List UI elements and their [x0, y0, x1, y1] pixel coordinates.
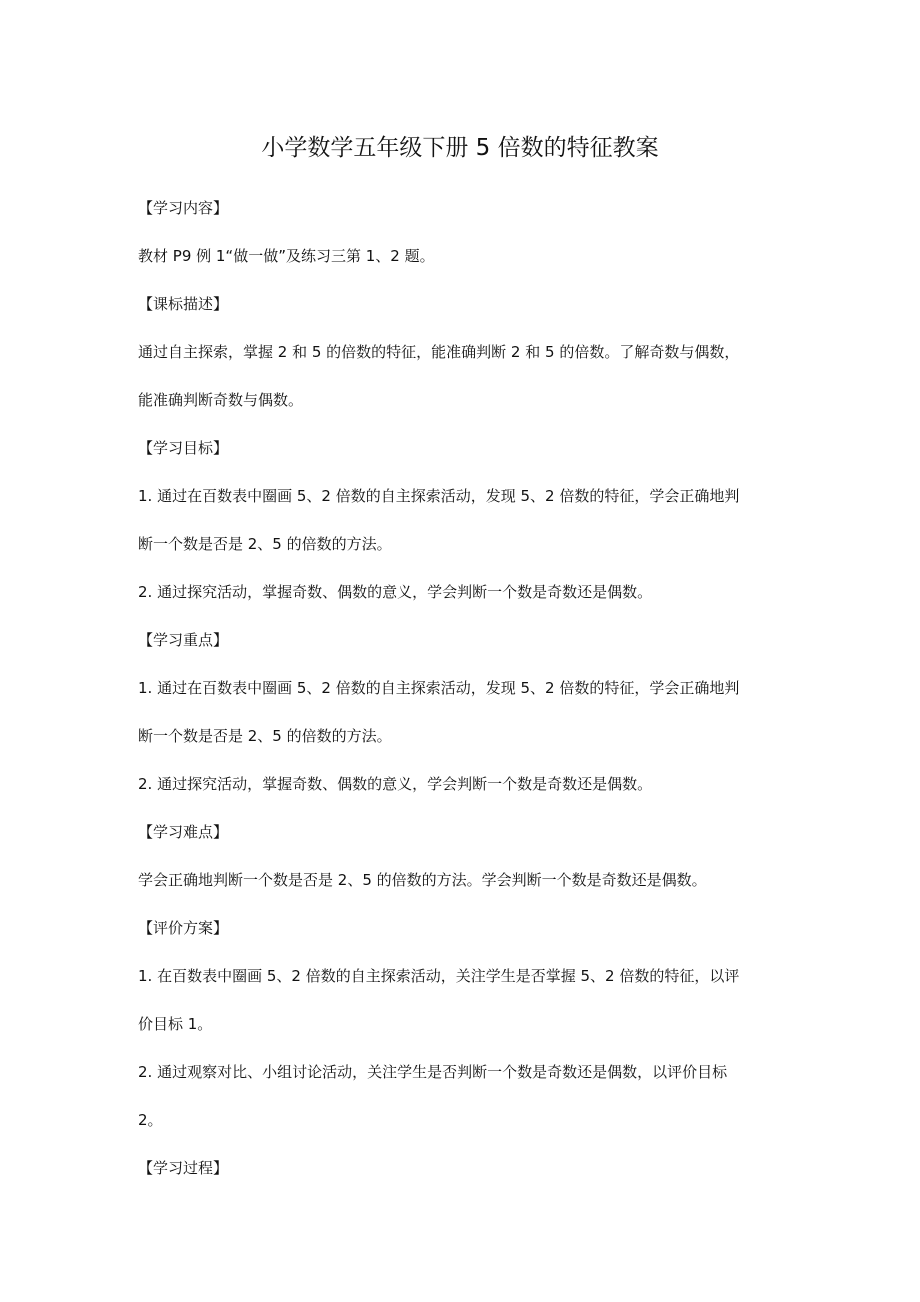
paragraph-line: 通过自主探索，掌握 2 和 5 的倍数的特征，能准确判断 2 和 5 的倍数。了解奇数与偶数， — [138, 343, 740, 361]
paragraph-line: 教材 P9 例 1“做一做”及练习三第 1、2 题。 — [138, 247, 435, 265]
paragraph-line: 1. 通过在百数表中圈画 5、2 倍数的自主探索活动，发现 5、2 倍数的特征，学会正确地判 — [138, 679, 740, 697]
paragraph-line: 2. 通过探究活动，掌握奇数、偶数的意义，学会判断一个数是奇数还是偶数。 — [138, 583, 653, 601]
paragraph-line: 价目标 1。 — [138, 1015, 213, 1033]
section-heading-objectives: 【学习目标】 — [138, 439, 229, 457]
paragraph-line: 1. 通过在百数表中圈画 5、2 倍数的自主探索活动，发现 5、2 倍数的特征，学会正确地判 — [138, 487, 740, 505]
section-heading-content: 【学习内容】 — [138, 199, 229, 217]
paragraph-line: 2。 — [138, 1111, 163, 1129]
paragraph-line: 断一个数是否是 2、5 的倍数的方法。 — [138, 727, 392, 745]
paragraph-line: 断一个数是否是 2、5 的倍数的方法。 — [138, 535, 392, 553]
paragraph-line: 2. 通过观察对比、小组讨论活动，关注学生是否判断一个数是奇数还是偶数，以评价目标 — [138, 1063, 728, 1081]
section-heading-process: 【学习过程】 — [138, 1159, 229, 1177]
section-heading-assessment: 【评价方案】 — [138, 919, 229, 937]
paragraph-line: 能准确判断奇数与偶数。 — [138, 391, 304, 409]
section-heading-difficulties: 【学习难点】 — [138, 823, 229, 841]
paragraph-line: 学会正确地判断一个数是否是 2、5 的倍数的方法。学会判断一个数是奇数还是偶数。 — [138, 871, 707, 889]
paragraph-line: 2. 通过探究活动，掌握奇数、偶数的意义，学会判断一个数是奇数还是偶数。 — [138, 775, 653, 793]
section-heading-key-points: 【学习重点】 — [138, 631, 229, 649]
paragraph-line: 1. 在百数表中圈画 5、2 倍数的自主探索活动，关注学生是否掌握 5、2 倍数的特征，以评 — [138, 967, 740, 985]
section-heading-standard: 【课标描述】 — [138, 295, 229, 313]
page-title: 小学数学五年级下册 5 倍数的特征教案 — [261, 135, 659, 161]
